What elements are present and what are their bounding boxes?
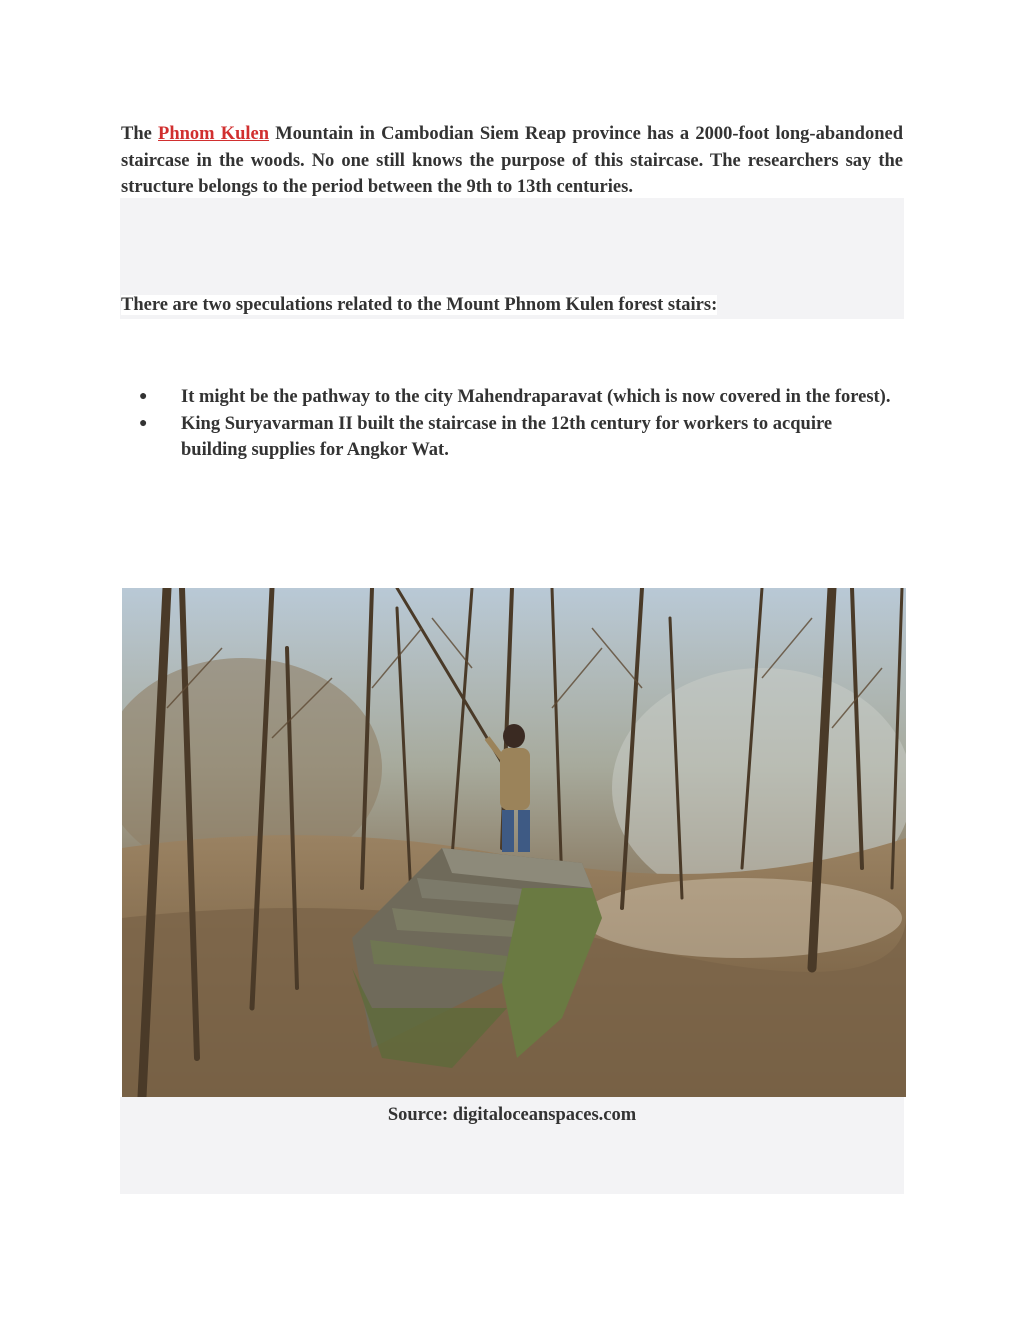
- intro-paragraph: [121, 121, 903, 201]
- intro-text-rest: Mountain in Cambodian Siem Reap province has a 2000-foot long-abandoned staircase in the woods. No one still knows the purpose of this staircase. The researchers say the structure belongs to the period between the 9th to 13th centuries.: [121, 124, 903, 197]
- speculations-list: [121, 384, 891, 464]
- speculations-heading-text: There are two speculations related to the Mount Phnom Kulen forest stairs:: [121, 295, 718, 315]
- list-item: [121, 384, 891, 411]
- list-item: [121, 411, 891, 464]
- image-source-caption: Source: digitaloceanspaces.com: [387, 1105, 637, 1125]
- speculations-heading: [121, 292, 903, 319]
- forest-staircase-photo: [122, 588, 906, 1097]
- intro-text-start: The: [121, 124, 159, 144]
- phnom-kulen-link[interactable]: Phnom Kulen: [158, 124, 270, 144]
- list-item-text: It might be the pathway to the city Mahendraparavat (which is now covered in the forest).: [181, 387, 891, 407]
- bullet-icon: ●: [139, 389, 148, 404]
- bullet-icon: ●: [139, 415, 148, 431]
- list-item-text: King Suryavarman II built the staircase in the 12th century for workers to acquire building supplies for Angkor Wat.: [181, 413, 833, 460]
